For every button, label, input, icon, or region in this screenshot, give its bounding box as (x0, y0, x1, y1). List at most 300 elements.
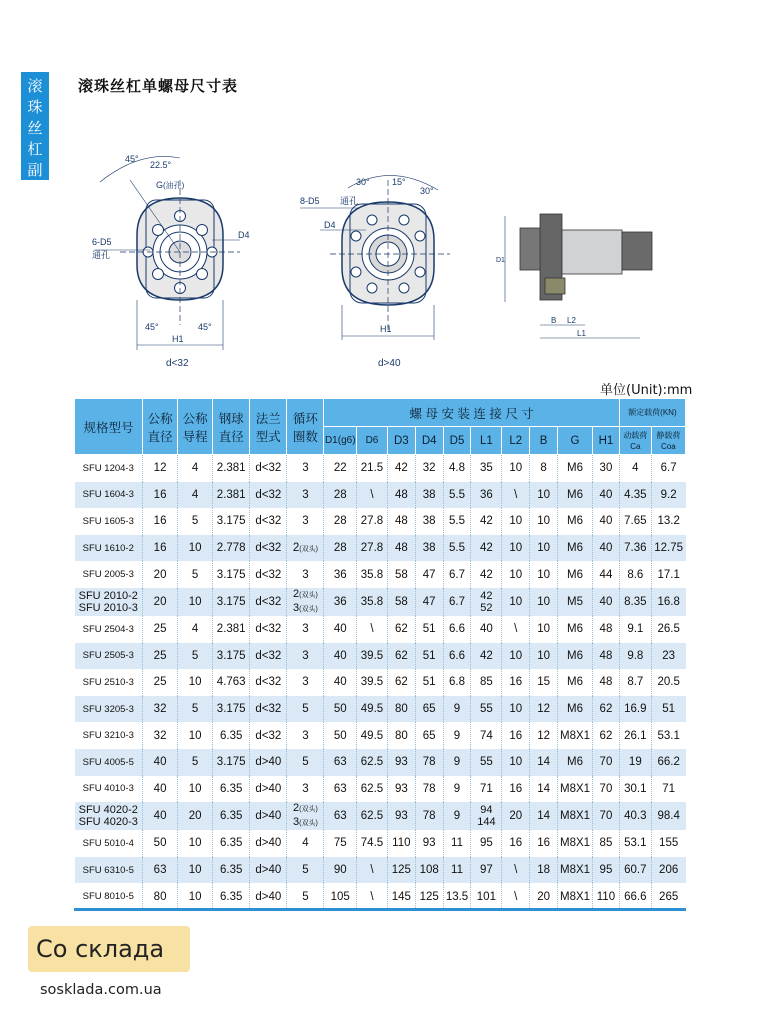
cell-line: SFU 3210-3 (82, 730, 134, 742)
cell-line: 2.381 (216, 488, 246, 501)
cell-line: 2.381 (216, 623, 246, 636)
table-cell (357, 643, 388, 670)
cell-line: 6.35 (220, 782, 243, 795)
table-cell (558, 588, 593, 616)
table-bottom-rule (74, 908, 686, 911)
cell-line: 105 (330, 890, 350, 903)
cell-line: d>40 (255, 864, 282, 877)
header-line: 静载荷 (656, 430, 681, 440)
cell-line: 10 (537, 488, 550, 501)
cell-line: 40.3 (624, 810, 647, 823)
cell-line: 110 (596, 890, 616, 903)
cell-line: 4 (632, 462, 639, 475)
table-cell (387, 883, 415, 910)
cell-line: 6.7 (449, 595, 465, 608)
table-cell (250, 669, 287, 696)
cell-line: 3 (302, 649, 309, 662)
cell-line: 95 (599, 864, 613, 877)
cell-line: 6.7 (449, 568, 465, 581)
table-cell (387, 776, 415, 803)
oil-hole-label (156, 180, 185, 190)
table-cell (651, 508, 685, 535)
cell-line: 35.8 (360, 595, 384, 608)
cell-line: d<32 (255, 542, 282, 555)
cell-line: 10 (188, 837, 202, 850)
table-cell (443, 776, 471, 803)
b-label: B (551, 316, 557, 325)
table-row (75, 455, 686, 482)
table-cell (213, 508, 250, 535)
bottom-angle-left-label: 45° (145, 322, 159, 332)
cell-line: 3.175 (216, 756, 246, 769)
table-cell (471, 616, 502, 643)
cell-line: 3 (302, 515, 309, 528)
nut-side-view (505, 214, 652, 338)
cell-line: 9.8 (627, 649, 644, 662)
table-cell (287, 482, 324, 509)
table-cell (471, 561, 502, 588)
table-cell (471, 669, 502, 696)
table-cell (324, 482, 357, 509)
model-cell (75, 482, 143, 509)
cell-line: 108 (419, 864, 439, 877)
large-size-caption: d>40 (378, 358, 401, 369)
cell-line: 16.9 (624, 703, 647, 716)
cell-line: 16.8 (657, 595, 680, 608)
cell-line: 60.7 (624, 864, 647, 877)
cell-line: 42 (479, 649, 493, 662)
cell-line: 10 (537, 595, 550, 608)
cell-line: d<32 (255, 462, 282, 475)
cell-line: 51 (422, 649, 436, 662)
cell-line: 48 (599, 649, 613, 662)
table-cell (471, 482, 502, 509)
table-cell (619, 669, 651, 696)
cell-line: 13.2 (657, 515, 680, 528)
table-cell (530, 482, 558, 509)
cell-line: 10 (537, 649, 550, 662)
table-cell (287, 643, 324, 670)
table-cell (415, 722, 443, 749)
header-line: 法兰 (255, 411, 281, 426)
table-cell (287, 535, 324, 562)
table-cell (178, 883, 213, 910)
cell-line: M6 (567, 462, 584, 475)
table-cell (250, 561, 287, 588)
table-cell (357, 696, 388, 723)
table-cell (250, 749, 287, 776)
table-cell (530, 857, 558, 884)
cell-line: 40 (333, 649, 347, 662)
cell-line: SFU 5010-4 (82, 837, 134, 849)
table-cell (143, 535, 178, 562)
table-cell (443, 616, 471, 643)
table-cell (387, 588, 415, 616)
cell-line: 52 (480, 601, 493, 614)
cell-line: 10 (509, 542, 523, 555)
table-cell (143, 643, 178, 670)
cell-line: 66.2 (657, 756, 680, 769)
cell-line: 35 (479, 462, 493, 475)
table-cell (250, 455, 287, 482)
cell-line: 63 (153, 864, 167, 877)
cell-line: 78 (422, 810, 436, 823)
table-cell (443, 883, 471, 910)
table-cell (250, 722, 287, 749)
table-cell (387, 802, 415, 830)
cell-line: 28 (333, 488, 347, 501)
table-cell (178, 696, 213, 723)
cell-line: M8X1 (560, 729, 591, 742)
cell-line: 28 (333, 542, 347, 555)
cell-line: 62.5 (360, 756, 384, 769)
cell-line: 32 (153, 729, 167, 742)
table-cell (287, 455, 324, 482)
table-cell (651, 643, 685, 670)
table-cell (250, 830, 287, 857)
table-cell (502, 696, 530, 723)
cell-line: 42 (479, 542, 493, 555)
cell-line: 25 (153, 676, 167, 689)
table-cell (651, 749, 685, 776)
header-flange-type (250, 399, 287, 455)
table-cell (415, 776, 443, 803)
table-cell (415, 561, 443, 588)
h1-label: H1 (380, 324, 392, 334)
cell-line: 3.175 (216, 515, 246, 528)
cell-line: 3(双头) (293, 601, 318, 614)
cell-line: 42 (480, 589, 493, 602)
cell-line: M6 (567, 676, 584, 689)
table-cell (502, 830, 530, 857)
table-cell (415, 616, 443, 643)
table-cell (502, 749, 530, 776)
cell-line: 48 (599, 676, 613, 689)
cell-line: 50 (153, 837, 167, 850)
table-cell (502, 561, 530, 588)
angle-15-label: 15° (392, 177, 406, 187)
table-cell (387, 616, 415, 643)
cell-line: 10 (537, 623, 550, 636)
cell-line: SFU 2510-3 (82, 676, 134, 688)
table-cell (324, 643, 357, 670)
g-label: G (156, 180, 164, 190)
cell-line: 48 (599, 623, 613, 636)
table-cell (593, 857, 620, 884)
side-tab-char: 滚 (27, 77, 43, 95)
cell-line: 4.763 (216, 676, 246, 689)
cell-line: 66.6 (624, 890, 647, 903)
table-cell (357, 749, 388, 776)
header-line: 循环 (292, 411, 318, 426)
table-cell (619, 883, 651, 910)
table-cell (143, 722, 178, 749)
table-cell (471, 857, 502, 884)
l1-label: L1 (577, 329, 586, 338)
cell-line: 26.5 (657, 623, 680, 636)
table-cell (502, 616, 530, 643)
table-cell (471, 643, 502, 670)
table-cell (558, 669, 593, 696)
cell-line: 48 (394, 488, 408, 501)
table-cell (143, 696, 178, 723)
cell-line: SFU 2010-3 (78, 601, 138, 614)
table-cell (471, 883, 502, 910)
cell-line: 58 (394, 568, 408, 581)
table-cell (530, 883, 558, 910)
table-cell (324, 588, 357, 616)
cell-line: 38 (422, 542, 436, 555)
cell-line: 10 (509, 595, 523, 608)
table-cell (143, 508, 178, 535)
cell-line: 16 (509, 676, 523, 689)
cell-line: SFU 4020-3 (78, 816, 138, 829)
cell-line: 5.5 (449, 515, 465, 528)
angle-22-5-label: 22.5° (150, 160, 172, 170)
cell-line: 155 (659, 837, 679, 850)
side-tab-char: 珠 (27, 98, 43, 116)
cell-line: 4 (191, 462, 199, 475)
cell-line: 71 (662, 782, 676, 795)
spec-table (74, 398, 686, 910)
header-col: B (530, 427, 558, 455)
model-cell (75, 561, 143, 588)
cell-line: d>40 (255, 810, 282, 823)
table-cell (287, 588, 324, 616)
table-cell (324, 669, 357, 696)
cell-line: 10 (509, 703, 523, 716)
cell-line: 8.35 (624, 595, 647, 608)
table-cell (415, 802, 443, 830)
table-cell (213, 776, 250, 803)
table-cell (357, 535, 388, 562)
cell-line: 62 (394, 649, 408, 662)
cell-line: 8 (540, 462, 547, 475)
cell-line: 12.75 (654, 542, 684, 555)
cell-line: 49.5 (360, 703, 384, 716)
cell-line: 93 (394, 756, 408, 769)
cell-line: 20 (537, 890, 550, 903)
cell-line: 80 (153, 890, 167, 903)
cell-line: 5 (302, 703, 309, 716)
cell-line: M6 (567, 515, 584, 528)
cell-line: 4.8 (449, 462, 465, 475)
table-cell (443, 857, 471, 884)
table-cell (415, 588, 443, 616)
cell-line: 145 (391, 890, 411, 903)
table-cell (619, 749, 651, 776)
table-cell (502, 669, 530, 696)
model-cell (75, 455, 143, 482)
cell-line: M6 (567, 756, 584, 769)
cell-line: 42 (394, 462, 408, 475)
table-cell (619, 830, 651, 857)
table-cell (619, 696, 651, 723)
cell-line: d<32 (255, 623, 282, 636)
table-cell (213, 830, 250, 857)
angle-30-left-label: 30° (356, 177, 370, 187)
cell-line: 3.175 (216, 649, 246, 662)
model-cell (75, 883, 143, 910)
bottom-angle-right-label: 45° (198, 322, 212, 332)
table-cell (178, 561, 213, 588)
cell-line: SFU 2010-2 (78, 589, 138, 602)
cell-line: M8X1 (560, 837, 591, 850)
table-cell (287, 830, 324, 857)
through-hole-label: 通孔 (92, 250, 111, 260)
table-cell (558, 616, 593, 643)
model-cell (75, 830, 143, 857)
cell-line: 74 (479, 729, 493, 742)
cell-line: 62 (599, 729, 613, 742)
table-cell (443, 455, 471, 482)
table-cell (651, 616, 685, 643)
table-cell (213, 455, 250, 482)
table-cell (387, 857, 415, 884)
table-cell (593, 776, 620, 803)
cell-line: SFU 4005-5 (82, 756, 134, 768)
cell-line: \ (370, 488, 374, 501)
table-cell (250, 482, 287, 509)
table-cell (357, 669, 388, 696)
table-cell (143, 830, 178, 857)
table-cell (530, 588, 558, 616)
table-cell (178, 776, 213, 803)
table-cell (443, 830, 471, 857)
table-cell (143, 883, 178, 910)
cell-line: \ (514, 890, 518, 903)
table-cell (558, 857, 593, 884)
table-row (75, 776, 686, 803)
table-cell (502, 802, 530, 830)
table-cell (530, 722, 558, 749)
cell-line: 3 (302, 568, 309, 581)
table-cell (651, 722, 685, 749)
table-cell (324, 722, 357, 749)
cell-line: 10 (537, 515, 550, 528)
cell-line: SFU 6310-5 (82, 864, 134, 876)
table-cell (530, 508, 558, 535)
cell-line: 9 (453, 703, 461, 716)
cell-line: 40 (479, 623, 493, 636)
table-cell (593, 669, 620, 696)
header-static-load (651, 427, 685, 455)
table-cell (324, 535, 357, 562)
cell-line: 25 (153, 623, 167, 636)
cell-line: 16 (153, 515, 167, 528)
table-cell (502, 883, 530, 910)
table-cell (143, 802, 178, 830)
table-cell (593, 616, 620, 643)
cell-line: 18 (537, 864, 550, 877)
header-line: 公称 (182, 411, 208, 426)
cell-line: 3.175 (216, 568, 246, 581)
cell-line: 30.1 (624, 782, 647, 795)
table-cell (619, 588, 651, 616)
table-cell (502, 482, 530, 509)
cell-line: 23 (662, 649, 676, 662)
cell-line: 5.5 (449, 542, 465, 555)
cell-line: 5 (191, 649, 199, 662)
cell-line: SFU 2504-3 (82, 623, 134, 635)
cell-line: 62.5 (360, 782, 384, 795)
page-title: 滚珠丝杠单螺母尺寸表 (78, 77, 239, 95)
table-cell (530, 669, 558, 696)
cell-line: d>40 (255, 756, 282, 769)
cell-line: 51 (422, 676, 436, 689)
cell-line: 2(双头) (292, 542, 318, 555)
cell-line: 5 (191, 515, 199, 528)
cell-line: 3.175 (216, 703, 246, 716)
table-row (75, 561, 686, 588)
model-cell (75, 535, 143, 562)
table-cell (287, 722, 324, 749)
cell-line: 10 (509, 515, 523, 528)
cell-line: 8.6 (627, 568, 644, 581)
header-lead (178, 399, 213, 455)
table-cell (558, 722, 593, 749)
cell-line: 49.5 (360, 729, 384, 742)
table-cell (530, 749, 558, 776)
cell-line: 125 (419, 890, 439, 903)
table-cell (357, 455, 388, 482)
cell-line: 62 (394, 623, 408, 636)
table-cell (143, 455, 178, 482)
cell-line: 51 (422, 623, 436, 636)
cell-line: 9 (453, 810, 461, 823)
table-cell (530, 561, 558, 588)
table-cell (324, 749, 357, 776)
table-cell (471, 588, 502, 616)
table-cell (324, 508, 357, 535)
cell-line: 3 (302, 488, 309, 501)
header-line: 型式 (255, 429, 281, 444)
table-cell (178, 508, 213, 535)
table-row (75, 749, 686, 776)
table-cell (651, 883, 685, 910)
table-cell (250, 802, 287, 830)
table-cell (651, 669, 685, 696)
table-cell (651, 588, 685, 616)
table-cell (651, 776, 685, 803)
table-cell (593, 508, 620, 535)
cell-line: 22 (333, 462, 347, 475)
cell-line: 50 (333, 729, 347, 742)
table-cell (415, 643, 443, 670)
table-cell (287, 802, 324, 830)
cell-line: 6.6 (449, 649, 465, 662)
table-cell (213, 482, 250, 509)
cell-line: 20 (509, 810, 523, 823)
cell-line: 16 (537, 837, 550, 850)
cell-line: 10 (509, 462, 523, 475)
cell-line: 80 (394, 703, 408, 716)
table-cell (558, 749, 593, 776)
cell-line: \ (370, 623, 374, 636)
cell-line: 63 (333, 782, 347, 795)
cell-line: 21.5 (360, 462, 384, 475)
table-cell (619, 616, 651, 643)
cell-line: 47 (422, 568, 436, 581)
cell-line: M5 (567, 595, 584, 608)
table-cell (387, 830, 415, 857)
model-cell (75, 857, 143, 884)
cell-line: 16 (153, 542, 167, 555)
header-nominal-diameter (143, 399, 178, 455)
table-cell (619, 722, 651, 749)
header-col: D4 (415, 427, 443, 455)
cell-line: 4 (191, 623, 199, 636)
